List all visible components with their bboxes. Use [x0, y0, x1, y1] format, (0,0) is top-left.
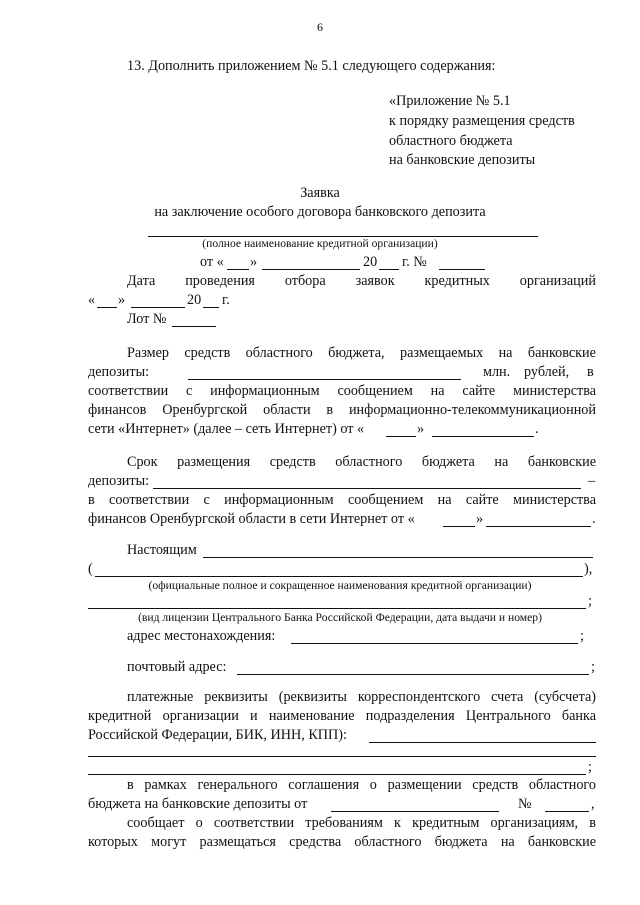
word: в: [587, 364, 594, 380]
requisites-field-3[interactable]: [88, 774, 586, 775]
agreement-date-field[interactable]: [331, 811, 499, 812]
paragraph-line: соответствии с информационным сообщением на сайте министерства: [88, 383, 596, 399]
year-suffix: г.: [222, 292, 230, 308]
year-prefix: 20: [187, 292, 202, 308]
form-subtitle: на заключение особого договора банковского депозита: [154, 204, 486, 220]
lot-label: Лот №: [127, 311, 167, 327]
paragraph-line: Срок размещения средств областного бюджета на банковские: [127, 454, 596, 470]
punctuation: .: [592, 511, 596, 527]
quote-close: »: [476, 511, 484, 527]
quote-close: »: [250, 254, 258, 270]
deposits-label: депозиты:: [88, 473, 150, 489]
amount-field[interactable]: [188, 379, 461, 380]
word: размещаемых: [400, 345, 484, 361]
term-info-month-year-field[interactable]: [486, 526, 591, 527]
punctuation: ;: [588, 759, 592, 775]
org-names-field[interactable]: [95, 576, 583, 577]
paragraph-line: финансов Оренбургской области в информационно-телекоммуникационной: [88, 402, 596, 418]
lot-number-field[interactable]: [172, 326, 216, 327]
word: заявок: [355, 273, 395, 289]
appendix-line: к порядку размещения средств: [389, 113, 575, 129]
postal-field[interactable]: [237, 674, 589, 675]
license-field[interactable]: [88, 608, 586, 609]
address-label: адрес местонахождения:: [127, 628, 276, 644]
mln-label: млн.: [483, 364, 511, 380]
term-field[interactable]: [153, 488, 581, 489]
address-field[interactable]: [291, 643, 578, 644]
postal-label: почтовый адрес:: [127, 659, 227, 675]
appendix-line: областного бюджета: [389, 133, 513, 149]
paragraph-line: в рамках генерального соглашения о размещении средств областного: [127, 777, 596, 793]
hereby-field[interactable]: [203, 557, 593, 558]
appendix-line: на банковские депозиты: [389, 152, 536, 168]
amount-line-1: [127, 345, 596, 362]
term-info-day-field[interactable]: [443, 526, 475, 527]
paragraph-line: сообщает о соответствии требованиям к кредитным организациям, в: [127, 815, 596, 831]
paragraph-line: в соответствии с информационным сообщением на сайте министерства: [88, 492, 596, 508]
word: отбора: [284, 273, 326, 289]
number-label: г. №: [402, 254, 427, 270]
quote-close: »: [118, 292, 126, 308]
paragraph-line: сети «Интернет» (далее – сеть Интернет) от «: [88, 421, 365, 437]
punctuation: ;: [591, 659, 595, 675]
requisites-field-2[interactable]: [88, 756, 596, 757]
selection-day-field[interactable]: [97, 307, 117, 308]
paragraph-line: финансов Оренбургской области в сети Интернет от «: [88, 511, 415, 527]
date-year-field[interactable]: [379, 269, 399, 270]
rub-label: рублей,: [524, 364, 570, 380]
word: организаций: [519, 273, 596, 289]
caption-names: (официальные полное и сокращенное наименования кредитной организации): [148, 579, 532, 592]
word: кредитных: [424, 273, 490, 289]
word: бюджета,: [328, 345, 385, 361]
word: Дата: [127, 273, 156, 289]
year-prefix: 20: [363, 254, 378, 270]
item-13-text: 13. Дополнить приложением № 5.1 следующего содержания:: [127, 58, 496, 74]
paragraph-line: кредитной организации и наименование подразделения Центрального банка: [88, 708, 596, 724]
date-day-field[interactable]: [227, 269, 249, 270]
selection-month-field[interactable]: [131, 307, 185, 308]
punctuation: (: [88, 561, 93, 577]
paragraph-line: бюджета на банковские депозиты от: [88, 796, 308, 812]
punctuation: .: [535, 421, 539, 437]
word: проведения: [185, 273, 255, 289]
hereby-label: Настоящим: [127, 542, 197, 558]
punctuation: –: [588, 473, 596, 489]
deposits-label: депозиты:: [88, 364, 150, 380]
punctuation: ;: [588, 593, 592, 609]
paragraph-line: Российской Федерации, БИК, ИНН, КПП):: [88, 727, 347, 743]
paragraph-line: которых могут размещаться средства областного бюджета на банковские: [88, 834, 596, 850]
word: банковские: [527, 345, 596, 361]
quote-close: »: [417, 421, 425, 437]
page-number: 6: [317, 20, 323, 34]
caption-license: (вид лицензии Центрального Банка Российской Федерации, дата выдачи и номер): [138, 611, 542, 624]
info-month-year-field[interactable]: [432, 436, 534, 437]
caption-org: (полное наименование кредитной организации): [202, 237, 438, 250]
form-title: Заявка: [300, 185, 340, 201]
paragraph-line: платежные реквизиты (реквизиты корреспондентского счета (субсчета): [127, 689, 596, 705]
punctuation: ;: [580, 628, 584, 644]
info-day-field[interactable]: [386, 436, 416, 437]
punctuation: ),: [584, 561, 593, 577]
date-month-field[interactable]: [262, 269, 360, 270]
word: средств: [184, 345, 231, 361]
word: Размер: [127, 345, 169, 361]
date-from-label: от «: [200, 254, 224, 270]
agreement-number-field[interactable]: [545, 811, 589, 812]
selection-date-line: [127, 273, 596, 290]
requisites-field-1[interactable]: [369, 742, 596, 743]
number-label: №: [518, 796, 532, 812]
selection-year-field[interactable]: [203, 307, 219, 308]
word: на: [498, 345, 513, 361]
word: областного: [245, 345, 313, 361]
doc-number-field[interactable]: [439, 269, 485, 270]
appendix-line: «Приложение № 5.1: [389, 93, 511, 109]
quote-open: «: [88, 292, 96, 308]
punctuation: ,: [591, 796, 595, 812]
